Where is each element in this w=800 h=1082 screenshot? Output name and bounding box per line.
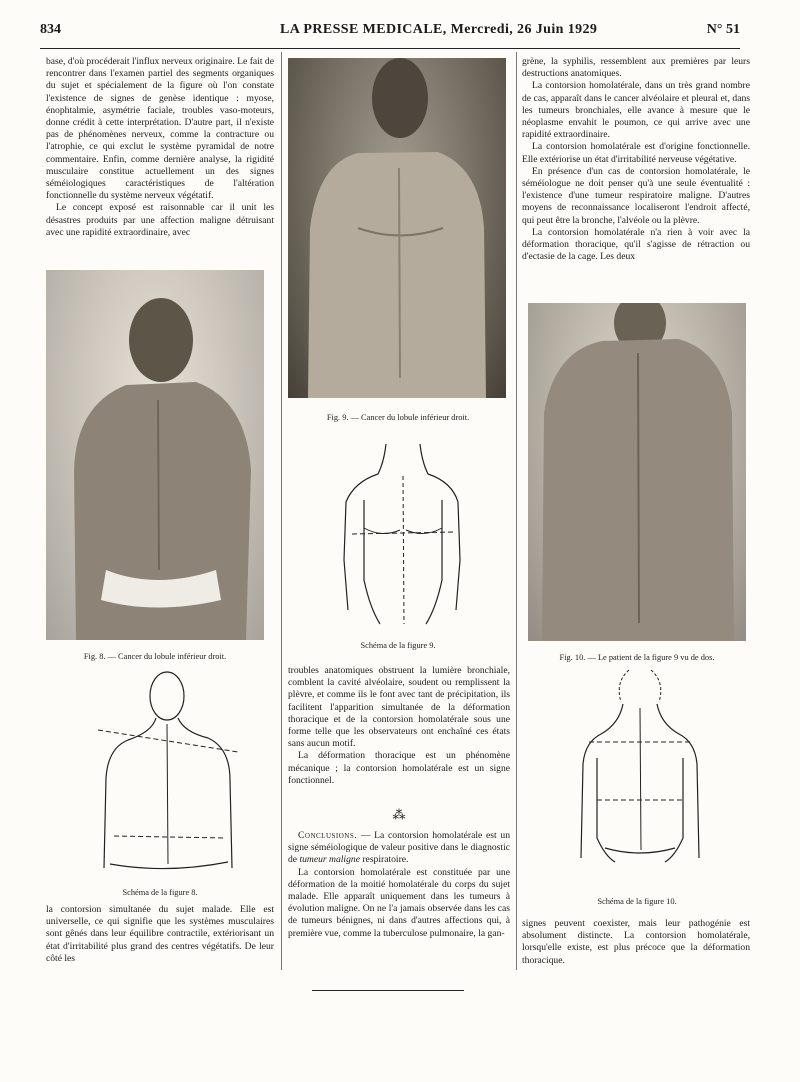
paragraph: Le concept exposé est raisonnable car il unit les désastres produits par une affection maligne détruisant avec une rapidité extraordinaire, avec [46, 202, 274, 238]
paragraph: En présence d'un cas de contorsion homolatérale, le séméiologue ne doit penser qu'à une seule éventualité : l'existence d'une tumeur respiratoire maligne. D'autres moyens de reconnaissance localiseront l'endroit affecté, qui peut être la bronche, l'alvéole ou la plèvre. [522, 165, 750, 226]
figure-10-caption: Fig. 10. — Le patient de la figure 9 vu de dos. [559, 653, 715, 662]
col1-bottom-text [46, 904, 274, 965]
page-number: 834 [40, 22, 61, 37]
col3-top-text [522, 56, 750, 263]
paragraph: La déformation thoracique est un phénomène mécanique ; la contorsion homolatérale est un signe fonctionnel. [288, 750, 510, 786]
col3-bottom-text [522, 918, 750, 967]
paragraph: grène, la syphilis, ressemblent aux premières par leurs destructions anatomiques. [522, 56, 750, 80]
conclusions-paragraph [288, 830, 510, 867]
schema-9-caption: Schéma de la figure 9. [360, 641, 436, 650]
paragraph: La contorsion homolatérale est constituée par une déformation de la moitié homolatérale du corps du sujet malade. Elle apparaît uniquement dans les tumeurs à évolution maligne. On ne l'a jamais observée dans les cas de tumeurs bénignes, ni dans d'autres affections qui, à première vue, comme la tuberculose pulmonaire, la gan- [288, 866, 510, 939]
figure-8-photo [46, 270, 264, 640]
paragraph: base, d'où procéderait l'influx nerveux originaire. Le fait de rencontrer dans l'examen partiel des segments organiques du sujet et spécialement de la figure où l'on constate l'existence de signes de genèse identique : myose, énophtalmie, asymétrie faciale, troubles vaso-moteurs, donne crédit à cette interprétation. D'autre part, il n'existe pas de phénomènes nerveux, comme la contracture ou l'atrophie, ce qui exclut le système pyramidal de notre commentaire. Enfin, comme dernière analyse, la rigidité musculaire constitue actuellement un des signes séméiologiques caractéristiques de l'altération fonctionnelle du système nerveux végétatif. [46, 56, 274, 202]
paragraph: troubles anatomiques obstruent la lumière bronchiale, comblent la cavité alvéolaire, soudent ou remplissent la plèvre, et comme ils le font avec tant de précipitation, ils facilitent l'apparition simultanée de la déformation thoracique et de la contorsion homolatérale sous une forme telle que les observateurs ont enchaîné ces états sans aucun motif. [288, 665, 510, 750]
schema-8-caption: Schéma de la figure 8. [122, 888, 198, 897]
conclusions-text-1: — La contorsion homolatérale est un signe séméiologique de valeur positive dans le diagnostic de [288, 830, 510, 866]
conclusions-label: Conclusions. [298, 830, 358, 841]
schema-figure-10 [575, 668, 705, 868]
col2-text-2 [288, 830, 510, 940]
conclusions-em: tumeur maligne [299, 854, 360, 866]
col1-top-text [46, 56, 274, 239]
page-header [40, 22, 740, 42]
schema-figure-9 [334, 440, 470, 626]
section-stars: ⁂ [392, 807, 406, 822]
issue-number: N° 51 [706, 22, 740, 37]
conclusions-text-2: respiratoire. [359, 854, 409, 866]
paragraph: La contorsion homolatérale est d'origine fonctionnelle. Elle extériorise un état d'irritabilité nerveuse végétative. [522, 141, 750, 165]
journal-title: LA PRESSE MEDICALE, Mercredi, 26 Juin 1929 [280, 22, 598, 37]
figure-10-photo [528, 303, 746, 641]
column-divider-1 [281, 52, 282, 970]
figure-8-caption: Fig. 8. — Cancer du lobule inférieur droit. [83, 652, 227, 661]
paragraph: La contorsion homolatérale, dans un très grand nombre de cas, apparaît dans le cancer alvéolaire et pleural et, dans les tumeurs bronchiales, elle avance à mesure que le néoplasme envahit le poumon, ce qui arrive avec une rapidité extraordinaire. [522, 80, 750, 141]
header-rule [40, 48, 740, 49]
figure-9-photo [288, 58, 506, 398]
figure-9-caption: Fig. 9. — Cancer du lobule inférieur droit. [326, 413, 470, 422]
schema-10-caption: Schéma de la figure 10. [597, 897, 677, 906]
column-divider-2 [516, 52, 517, 970]
schema-figure-8 [92, 668, 240, 878]
col2-text-1 [288, 665, 510, 787]
paragraph: signes peuvent coexister, mais leur pathogénie est absolument distincte. La contorsion homolatérale, lorsqu'elle existe, est plus précoce que la déformation thoracique. [522, 918, 750, 966]
bottom-rule [312, 990, 464, 991]
paragraph: La contorsion homolatérale n'a rien à voir avec la déformation thoracique, qu'il s'agisse de rétraction ou d'ectasie de la cage. Les deux [522, 226, 750, 263]
paragraph: la contorsion simultanée du sujet malade. Elle est universelle, ce qui signifie que les systèmes musculaires sont gênés dans leur équilibre contractile, extériorisant un état d'irritabilité plus grand des centres végétatifs. De leur côté les [46, 904, 274, 964]
